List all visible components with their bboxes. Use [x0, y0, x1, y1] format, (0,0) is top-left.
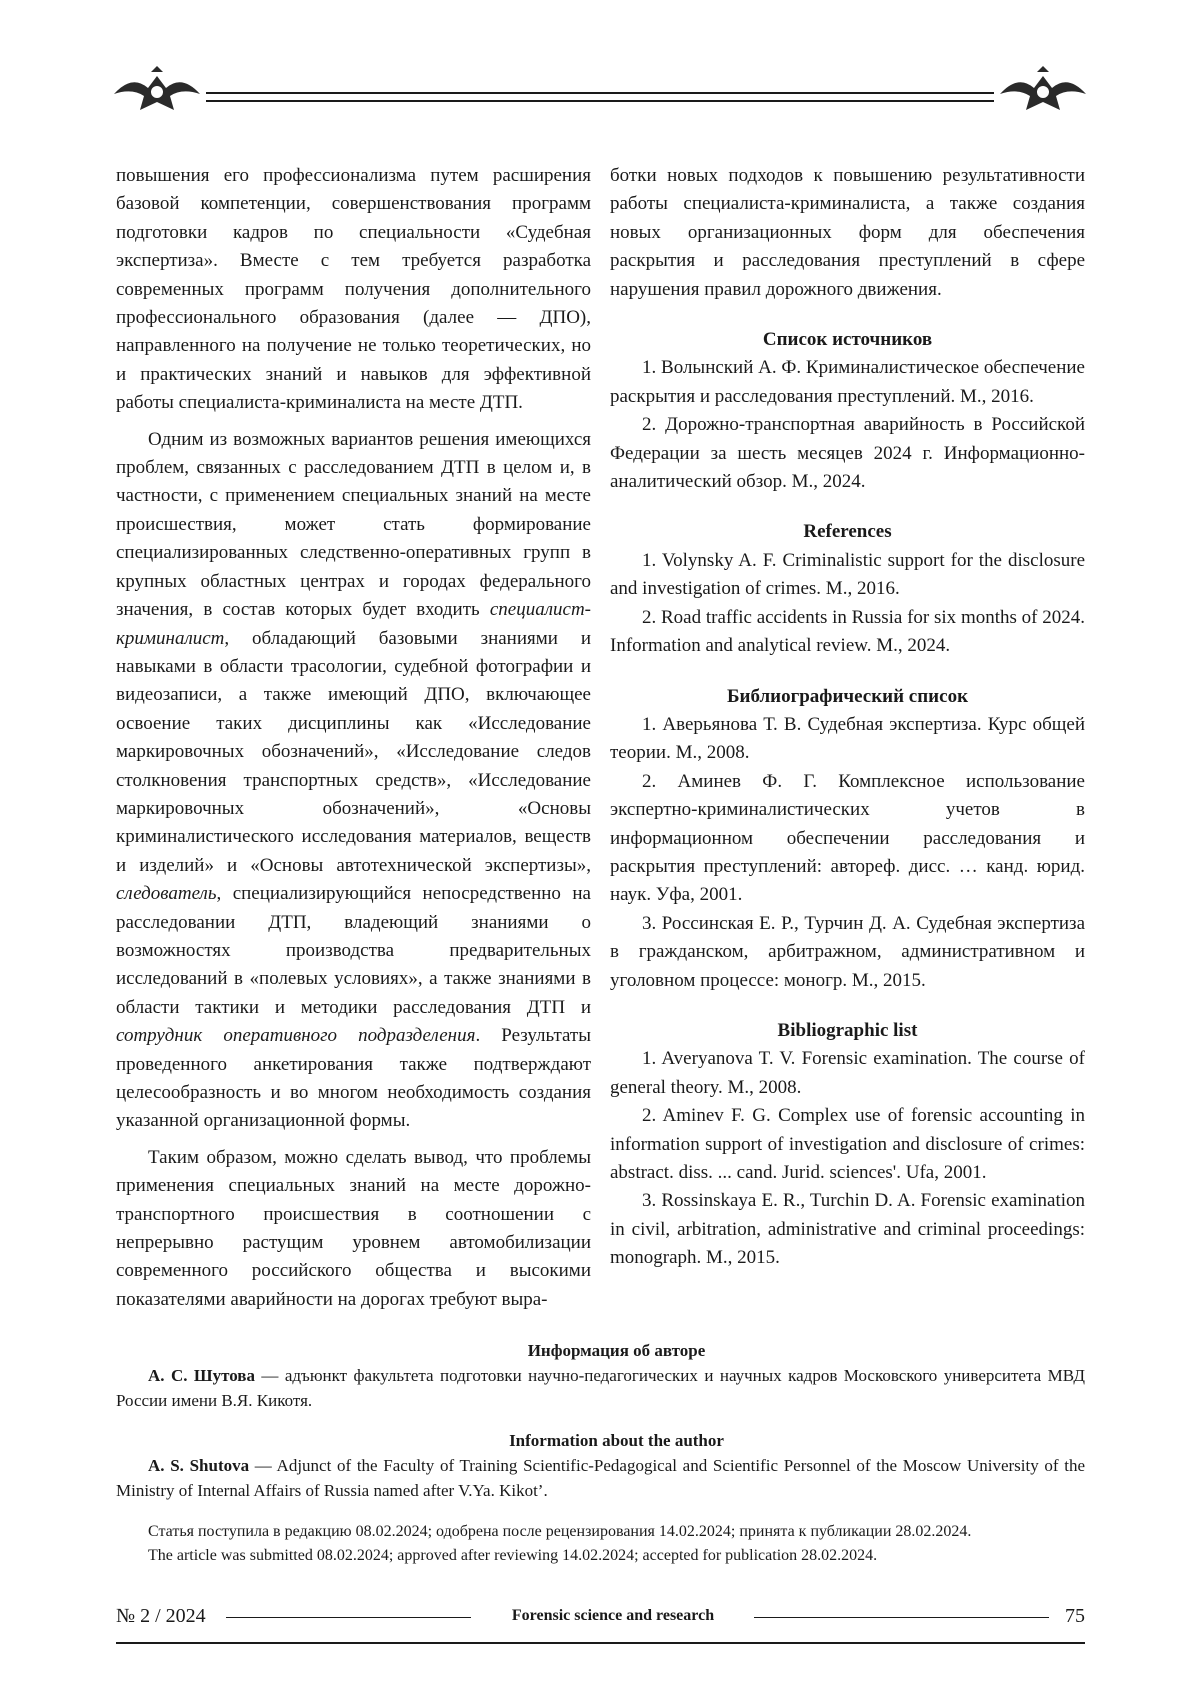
emphasis-term: следователь	[116, 883, 217, 905]
author-description: — адъюнкт факультета подготовки научно-педагогических и научных кадров Московского университета МВД России имени В.Я. Кикотя.	[116, 1366, 1085, 1410]
eagle-emblem-icon	[112, 62, 202, 122]
reference-item: 1. Volynsky A. F. Criminalistic support for the disclosure and investigation of crimes. M., 2016.	[610, 549, 1085, 600]
footer-rule	[754, 1617, 1049, 1618]
article-dates-ru: Статья поступила в редакцию 08.02.2024; одобрена после рецензирования 14.02.2024; принята к публикации 28.02.2024.	[148, 1523, 972, 1540]
article-dates	[116, 1520, 1085, 1568]
source-item: 1. Волынский А. Ф. Криминалистическое обеспечение раскрытия и расследования преступлений. М., 2016.	[610, 357, 1085, 407]
author-name: A. S. Shutova	[148, 1456, 250, 1475]
text-run: Одним из возможных вариантов решения имеющихся проблем, связанных с расследованием ДТП в целом и, в частности, с применением специальных знаний на месте происшествия, может стать формирование специализированных следственно-оперативных групп в крупных областных центрах и городах федерального значения, в состав которых будет входить	[116, 428, 591, 621]
issue-number: № 2 / 2024	[116, 1605, 206, 1627]
emphasis-term: специалист-криминалист	[116, 599, 591, 649]
emphasis-term: сотрудник оперативного подразделения	[116, 1025, 476, 1047]
bibliography-item: 3. Россинская Е. Р., Турчин Д. А. Судебная экспертиза в гражданском, арбитражном, административном и уголовном процессе: моногр. М., 2015.	[610, 912, 1085, 991]
eagle-emblem-icon	[998, 62, 1088, 122]
left-paragraph-2	[116, 426, 591, 1136]
right-paragraph-1: ботки новых подходов к повышению результативности работы специалиста-криминалиста, а также создания новых организационных форм для обеспечения раскрытия и расследования преступлений в сфере нарушения правил дорожного движения.	[610, 165, 1085, 300]
bibliographic-list-title: Bibliographic list	[777, 1019, 918, 1041]
page-footer	[116, 1605, 1085, 1635]
bibliography-title: Библиографический список	[726, 685, 969, 707]
sources-title: Список источников	[762, 329, 933, 351]
source-item: 2. Дорожно-транспортная аварийность в Российской Федерации за шесть месяцев 2024 г. Информационно-аналитический обзор. М., 2024.	[610, 414, 1085, 493]
header-rule	[206, 92, 994, 102]
text-run: . Результаты проведенного анкетирования также подтверждают целесообразность и во многом необходимость создания указанной организационной формы.	[116, 1025, 591, 1132]
author-info-ru-text	[116, 1363, 1085, 1413]
text-run: , специализирующийся непосредственно на расследовании ДТП, владеющий знаниями о возможностях производства предварительных исследований в «полевых условиях», а также знаниями в области тактики и методики расследования ДТП и	[116, 883, 591, 1018]
author-info-en	[116, 1428, 1085, 1503]
left-paragraph-1: повышения его профессионализма путем расширения базовой компетенции, совершенствования программ подготовки кадров по специальности «Судебная экспертиза». Вместе с тем требуется разработка современных программ получения дополнительного профессионального образования (далее — ДПО), направленного на получение не только теоретических, но и практических знаний и навыков для эффективной работы специалиста-криминалиста на месте ДТП.	[116, 165, 591, 414]
footer-rule	[226, 1617, 471, 1618]
author-info-en-title: Information about the author	[509, 1431, 724, 1450]
bibliography-item: 1. Аверьянова Т. В. Судебная экспертиза. Курс общей теории. М., 2008.	[610, 713, 1085, 764]
bibliographic-list-item: 1. Averyanova T. V. Forensic examination. The course of general theory. M., 2008.	[610, 1048, 1085, 1098]
bibliographic-list-item: 2. Aminev F. G. Complex use of forensic accounting in information support of investigation and disclosure of crimes: abstract. diss. ... cand. Jurid. sciences'. Ufa, 2001.	[610, 1105, 1085, 1183]
left-column	[116, 162, 591, 1314]
bibliography-item: 2. Аминев Ф. Г. Комплексное использование экспертно-криминалистических учетов в информационном обеспечении расследования и раскрытия преступлений: автореф. дисс. … канд. юрид. наук. Уфа, 2001.	[610, 770, 1085, 906]
author-description: — Adjunct of the Faculty of Training Scientific-Pedagogical and Scientific Personnel of the Moscow University of the Ministry of Internal Affairs of Russia named after V.Ya. Kikot’.	[116, 1456, 1085, 1500]
right-column	[610, 162, 1085, 1273]
author-info-en-text	[116, 1453, 1085, 1503]
page-number: 75	[1065, 1605, 1085, 1627]
author-info-ru	[116, 1338, 1085, 1413]
left-paragraph-3: Таким образом, можно сделать вывод, что проблемы применения специальных знаний на месте дорожно-транспортного происшествия в соотношении с непрерывно растущим уровнем автомобилизации современного российского общества и высокими показателями аварийности на дорогах требуют выра-	[116, 1146, 591, 1310]
footer-bottom-rule	[116, 1642, 1085, 1644]
journal-title: Forensic science and research	[511, 1607, 715, 1624]
author-info-ru-title: Информация об авторе	[527, 1341, 706, 1360]
bibliographic-list-item: 3. Rossinskaya E. R., Turchin D. A. Forensic examination in civil, arbitration, administrative and criminal proceedings: monograph. M., 2015.	[610, 1190, 1085, 1269]
text-run: , обладающий базовыми знаниями и навыками в области трасологии, судебной фотографии и видеозаписи, а также имеющий ДПО, включающее освоение таких дисциплины как «Исследование маркировочных обозначений», «Исследование следов столкновения транспортных средств», «Исследование маркировочных обозначений», «Основы криминалистического исследования материалов, веществ и изделий» и «Основы автотехнической экспертизы»,	[116, 627, 591, 876]
references-title: References	[803, 521, 892, 543]
reference-item: 2. Road traffic accidents in Russia for six months of 2024. Information and analytical review. M., 2024.	[610, 606, 1085, 657]
author-name: А. С. Шутова	[148, 1366, 255, 1385]
article-dates-en: The article was submitted 08.02.2024; approved after reviewing 14.02.2024; accepted for publication 28.02.2024.	[148, 1547, 878, 1564]
